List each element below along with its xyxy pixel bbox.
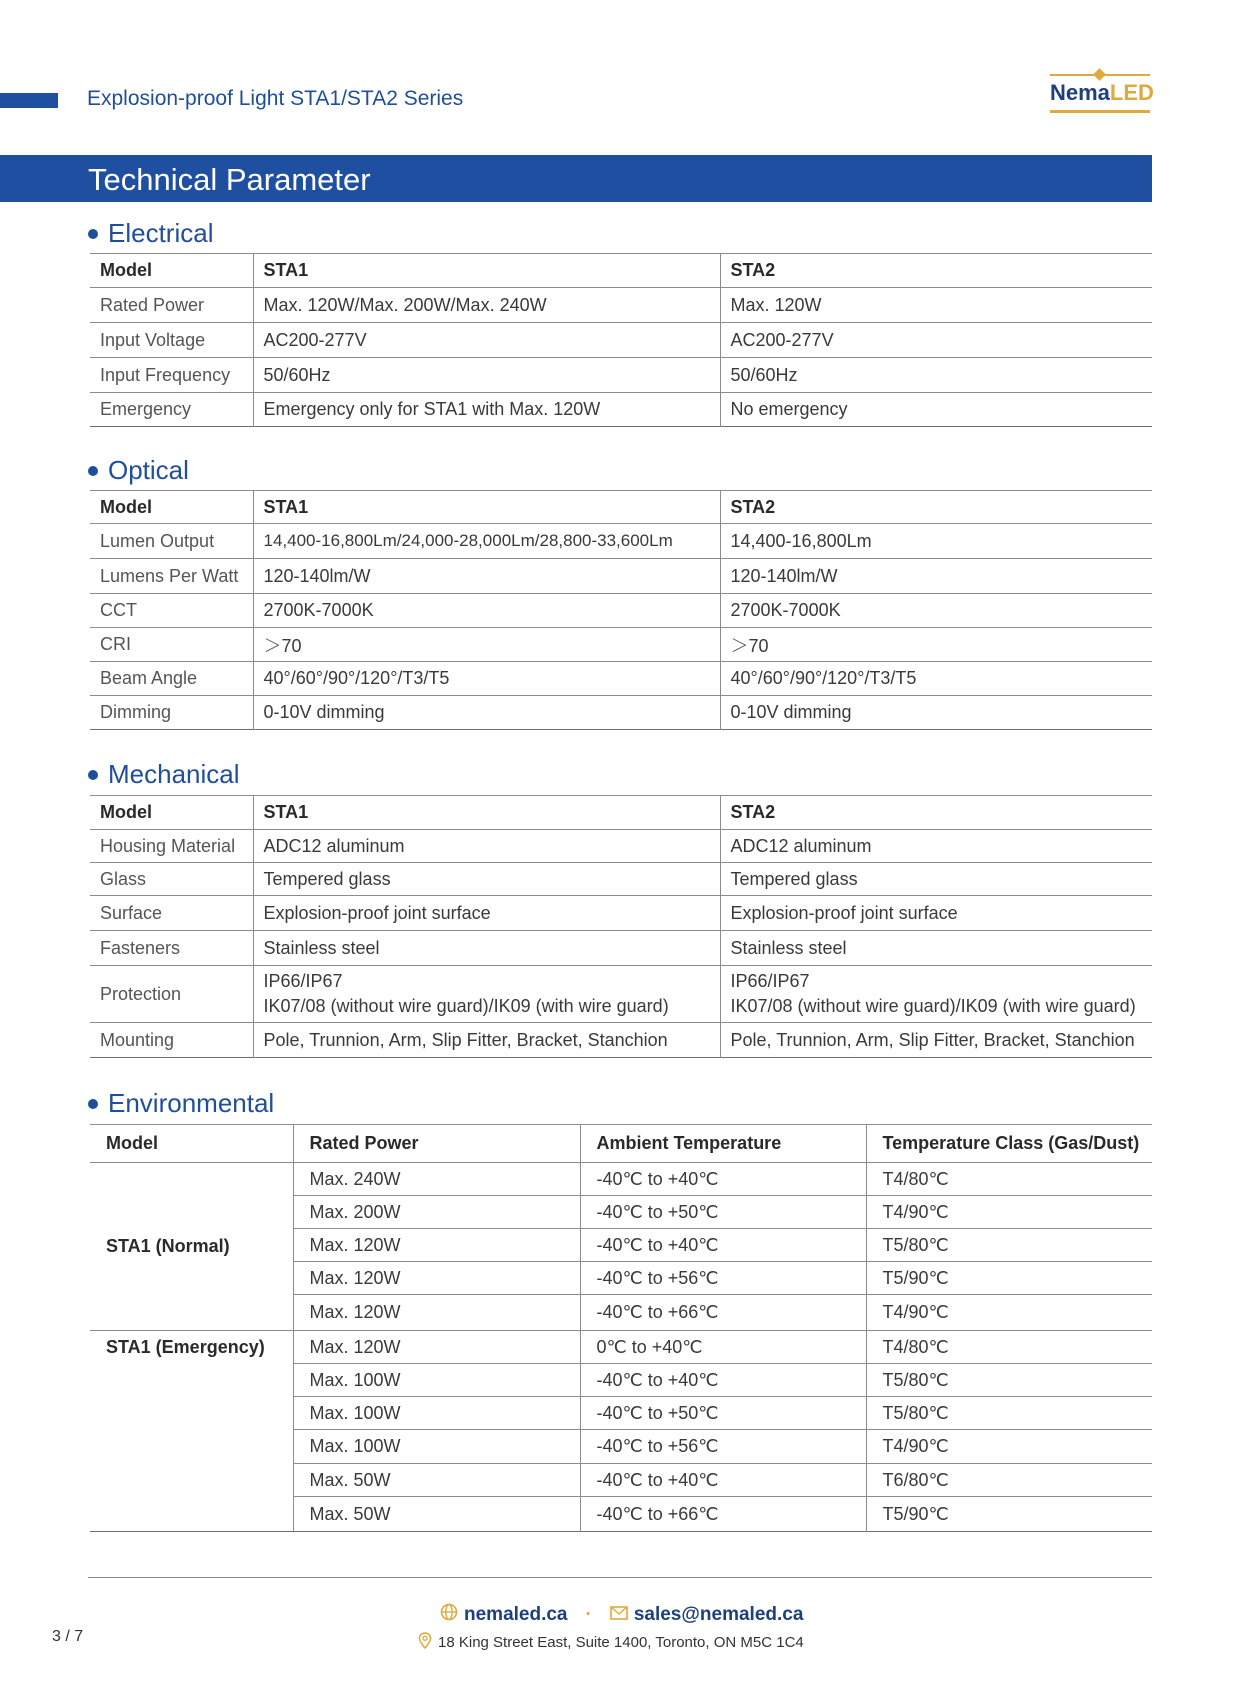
- sta1-value: 14,400-16,800Lm/24,000-28,000Lm/28,800-33,600Lm: [253, 524, 720, 559]
- globe-icon: [440, 1603, 458, 1627]
- ambient-temperature: -40℃ to +50℃: [580, 1397, 866, 1430]
- table-row: [90, 628, 1152, 662]
- rated-power: Max. 100W: [293, 1430, 580, 1464]
- header-cell: Temperature Class (Gas/Dust): [882, 1133, 1140, 1153]
- temperature-class: T4/80℃: [882, 1336, 949, 1357]
- sta2-value: Pole, Trunnion, Arm, Slip Fitter, Bracket, Stanchion: [730, 1029, 1135, 1050]
- brand-logo: [1050, 68, 1154, 118]
- header-cell: STA2: [730, 260, 776, 280]
- sta1-value: Tempered glass: [253, 863, 720, 896]
- param-label: Lumens Per Watt: [90, 559, 253, 594]
- temperature-class: T6/80℃: [882, 1469, 949, 1490]
- banner-title: Technical Parameter: [88, 162, 371, 197]
- sta2-value: ＞70: [730, 635, 769, 656]
- param-label: Rated Power: [90, 288, 253, 323]
- ambient-temperature: -40℃ to +40℃: [580, 1229, 866, 1262]
- header-cell: STA2: [730, 802, 776, 822]
- environmental-heading: Environmental: [88, 1088, 274, 1119]
- logo-bottom-rule: [1050, 110, 1150, 113]
- param-label: CRI: [90, 628, 253, 662]
- header-cell: Model: [90, 254, 253, 288]
- rated-power: Max. 200W: [293, 1196, 580, 1229]
- temperature-class: T4/90℃: [882, 1436, 949, 1456]
- website-link[interactable]: nemaled.ca: [464, 1604, 568, 1625]
- ambient-temperature: -40℃ to +56℃: [580, 1262, 866, 1295]
- sta2-value: Stainless steel: [730, 937, 847, 958]
- header-cell: STA1: [253, 491, 720, 524]
- table-row: [90, 524, 1152, 559]
- param-label: Glass: [90, 863, 253, 896]
- sta2-value: IP66/IP67 IK07/08 (without wire guard)/IK09 (with wire guard): [730, 971, 1136, 1016]
- header-cell: STA2: [730, 496, 776, 517]
- sta2-value: AC200-277V: [730, 329, 834, 350]
- param-label: Housing Material: [90, 830, 253, 863]
- environmental-table: [90, 1124, 1152, 1532]
- header-cell: STA1: [253, 796, 720, 830]
- logo-wordmark: NemaLED: [1050, 80, 1154, 105]
- table-header-row: [90, 796, 1152, 830]
- table-row: [90, 358, 1152, 393]
- sta1-value: ADC12 aluminum: [253, 830, 720, 863]
- sta1-value: ＞70: [253, 628, 720, 662]
- sta1-value: 0-10V dimming: [253, 696, 720, 730]
- sta2-value: 0-10V dimming: [730, 702, 852, 722]
- ambient-temperature: -40℃ to +50℃: [580, 1196, 866, 1229]
- table-row: [90, 662, 1152, 696]
- ambient-temperature: -40℃ to +40℃: [580, 1364, 866, 1397]
- mechanical-heading: Mechanical: [88, 759, 240, 790]
- temperature-class: T5/80℃: [882, 1234, 949, 1255]
- rated-power: Max. 50W: [293, 1464, 580, 1497]
- param-label: Fasteners: [90, 931, 253, 966]
- table-row: [90, 1331, 1152, 1364]
- ambient-temperature: -40℃ to +66℃: [580, 1295, 866, 1331]
- temperature-class: T5/80℃: [882, 1369, 949, 1390]
- table-header-row: [90, 1125, 1152, 1163]
- ambient-temperature: -40℃ to +66℃: [580, 1497, 866, 1532]
- sta2-value: Tempered glass: [730, 868, 858, 889]
- sta1-value: 40°/60°/90°/120°/T3/T5: [253, 662, 720, 696]
- temperature-class: T4/90℃: [882, 1302, 949, 1322]
- page-number: 3 / 7: [52, 1628, 84, 1645]
- ambient-temperature: -40℃ to +40℃: [580, 1464, 866, 1497]
- sta1-value: Stainless steel: [253, 931, 720, 966]
- electrical-table: [90, 253, 1152, 427]
- param-label: Input Voltage: [90, 323, 253, 358]
- mechanical-table: [90, 795, 1152, 1058]
- sta2-value: 120-140lm/W: [730, 565, 838, 586]
- sta1-value: 50/60Hz: [253, 358, 720, 393]
- temperature-class: T4/80℃: [882, 1168, 949, 1189]
- temperature-class: T5/90℃: [882, 1267, 949, 1288]
- sta1-value: Emergency only for STA1 with Max. 120W: [253, 393, 720, 427]
- temperature-class: T4/90℃: [882, 1201, 949, 1222]
- bullet-icon: [88, 229, 98, 239]
- ambient-temperature: -40℃ to +56℃: [580, 1430, 866, 1464]
- address-text: 18 King Street East, Suite 1400, Toronto, ON M5C 1C4: [438, 1634, 804, 1651]
- rated-power: Max. 120W: [293, 1229, 580, 1262]
- sta2-value: 50/60Hz: [730, 364, 798, 385]
- sta1-value: AC200-277V: [253, 323, 720, 358]
- bullet-icon: [88, 1099, 98, 1109]
- ambient-temperature: 0℃ to +40℃: [580, 1331, 866, 1364]
- header-cell: Model: [90, 1125, 293, 1163]
- table-row: [90, 594, 1152, 628]
- table-header-row: [90, 491, 1152, 524]
- optical-table: [90, 490, 1152, 730]
- sta2-value: Max. 120W: [730, 294, 822, 315]
- sta1-value: IP66/IP67 IK07/08 (without wire guard)/IK09 (with wire guard): [253, 966, 720, 1023]
- rated-power: Max. 100W: [293, 1364, 580, 1397]
- header-accent-bar: [0, 93, 58, 108]
- footer-separator: ·: [585, 1604, 592, 1625]
- header-cell: Model: [90, 796, 253, 830]
- table-row: [90, 1163, 1152, 1196]
- sta1-value: 2700K-7000K: [253, 594, 720, 628]
- param-label: Beam Angle: [90, 662, 253, 696]
- sta2-value: 14,400-16,800Lm: [730, 530, 872, 551]
- sta1-value: 120-140lm/W: [253, 559, 720, 594]
- sta2-value: 40°/60°/90°/120°/T3/T5: [730, 668, 917, 688]
- rated-power: Max. 50W: [293, 1497, 580, 1532]
- param-label: Dimming: [90, 696, 253, 730]
- sta1-value: Pole, Trunnion, Arm, Slip Fitter, Bracket, Stanchion: [253, 1023, 720, 1058]
- param-label: Lumen Output: [90, 524, 253, 559]
- param-label: Mounting: [90, 1023, 253, 1058]
- table-row: [90, 696, 1152, 730]
- rated-power: Max. 120W: [293, 1331, 580, 1364]
- temperature-class: T5/80℃: [882, 1402, 949, 1423]
- logo-star-icon: [1093, 68, 1106, 81]
- param-label: Protection: [90, 966, 253, 1023]
- header-cell: Model: [90, 491, 253, 524]
- temperature-class: T5/90℃: [882, 1503, 949, 1524]
- sta1-value: Max. 120W/Max. 200W/Max. 240W: [253, 288, 720, 323]
- header-cell: Ambient Temperature: [580, 1125, 866, 1163]
- sta2-value: No emergency: [730, 399, 848, 419]
- location-pin-icon: [418, 1632, 432, 1653]
- footer-contacts: [440, 1603, 803, 1627]
- sta2-value: Explosion-proof joint surface: [730, 902, 958, 923]
- table-header-row: [90, 254, 1152, 288]
- header-cell: STA1: [253, 254, 720, 288]
- sta1-value: Explosion-proof joint surface: [253, 896, 720, 931]
- table-row: [90, 1023, 1152, 1058]
- rated-power: Max. 120W: [293, 1262, 580, 1295]
- table-row: [90, 559, 1152, 594]
- param-label: Surface: [90, 896, 253, 931]
- table-row: [90, 830, 1152, 863]
- section-banner: [0, 155, 1152, 202]
- optical-heading: Optical: [88, 455, 189, 486]
- rated-power: Max. 120W: [293, 1295, 580, 1331]
- param-label: CCT: [90, 594, 253, 628]
- table-row: [90, 288, 1152, 323]
- table-row: [90, 393, 1152, 427]
- mail-icon: [610, 1604, 628, 1626]
- electrical-heading: Electrical: [88, 218, 213, 249]
- ambient-temperature: -40℃ to +40℃: [580, 1163, 866, 1196]
- table-row: [90, 896, 1152, 931]
- footer-divider: [88, 1577, 1152, 1578]
- header-cell: Rated Power: [293, 1125, 580, 1163]
- sta2-value: 2700K-7000K: [730, 600, 841, 620]
- model-group-emergency: STA1 (Emergency): [90, 1331, 293, 1532]
- table-row: [90, 323, 1152, 358]
- email-link[interactable]: sales@nemaled.ca: [633, 1604, 804, 1625]
- param-label: Input Frequency: [90, 358, 253, 393]
- table-row: [90, 931, 1152, 966]
- bullet-icon: [88, 466, 98, 476]
- sta2-value: ADC12 aluminum: [730, 835, 872, 856]
- footer-address: [418, 1632, 804, 1653]
- param-label: Emergency: [90, 393, 253, 427]
- rated-power: Max. 240W: [293, 1163, 580, 1196]
- model-group-normal: STA1 (Normal): [90, 1163, 293, 1331]
- bullet-icon: [88, 770, 98, 780]
- document-series-title: Explosion-proof Light STA1/STA2 Series: [87, 87, 464, 110]
- rated-power: Max. 100W: [293, 1397, 580, 1430]
- table-row: [90, 863, 1152, 896]
- table-row: [90, 966, 1152, 1023]
